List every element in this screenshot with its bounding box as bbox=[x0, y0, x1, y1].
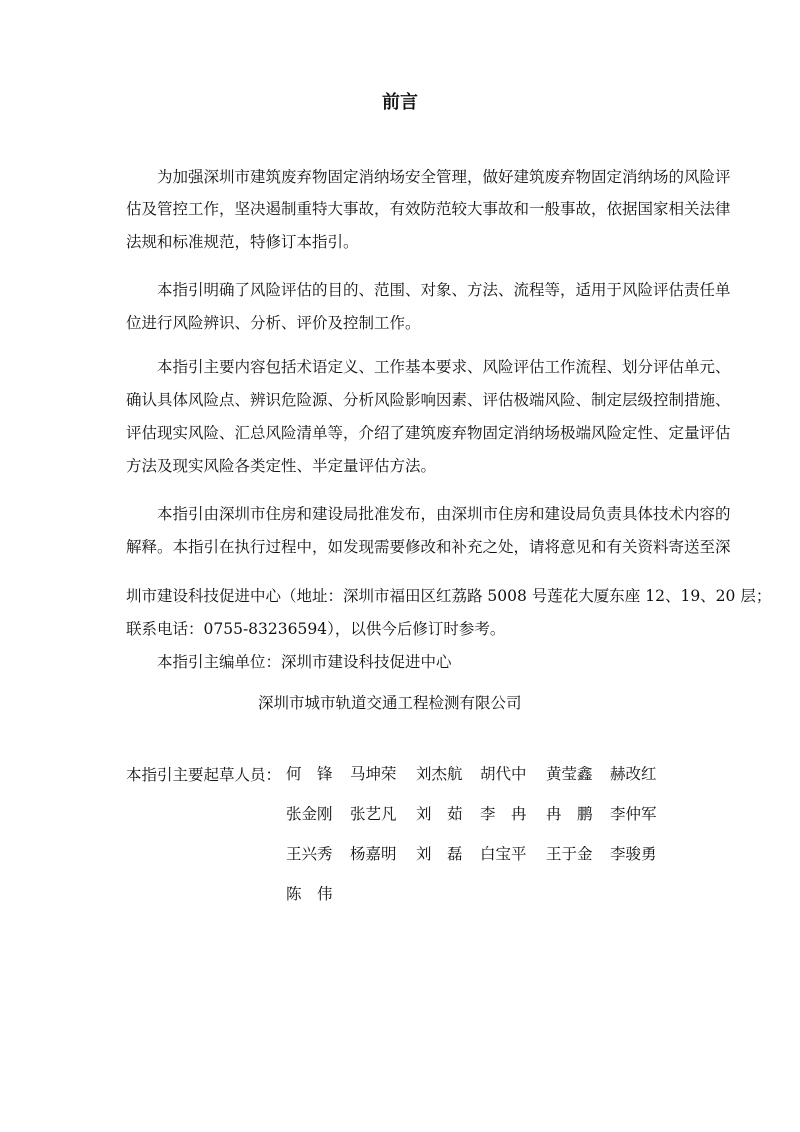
drafter-name: 刘 磊 bbox=[416, 845, 463, 863]
paragraph-line: 本指引由深圳市住房和建设局批准发布，由深圳市住房和建设局负责具体技术内容的 bbox=[126, 505, 731, 523]
drafter-name: 黄莹鑫 bbox=[546, 765, 593, 783]
drafter-name: 陈 伟 bbox=[286, 885, 333, 903]
paragraph-line: 确认具体风险点、辨识危险源、分析风险影响因素、评估极端风险、制定层级控制措施、 bbox=[126, 391, 731, 409]
paragraph-line: 解释。本指引在执行过程中，如发现需要修改和补充之处，请将意见和有关资料寄送至深 bbox=[126, 538, 731, 556]
paragraph-line: 估及管控工作，坚决遏制重特大事故，有效防范较大事故和一般事故，依据国家相关法律 bbox=[126, 200, 731, 218]
editor-unit-primary: 本指引主编单位：深圳市建设科技促进中心 bbox=[126, 653, 452, 671]
drafter-name: 刘杰航 bbox=[416, 765, 463, 783]
editor-unit-secondary: 深圳市城市轨道交通工程检测有限公司 bbox=[258, 694, 522, 712]
drafter-name: 张金刚 bbox=[286, 805, 333, 823]
paragraph-line: 本指引明确了风险评估的目的、范围、对象、方法、流程等，适用于风险评估责任单 bbox=[126, 281, 731, 299]
drafter-name: 张艺凡 bbox=[350, 805, 397, 823]
paragraph-line: 法规和标准规范，特修订本指引。 bbox=[126, 233, 359, 251]
drafter-name: 李仲军 bbox=[610, 805, 657, 823]
drafter-name: 冉 鹏 bbox=[546, 805, 593, 823]
paragraph-line: 评估现实风险、汇总风险清单等，介绍了建筑废弃物固定消纳场极端风险定性、定量评估 bbox=[126, 424, 731, 442]
drafters-list bbox=[286, 763, 674, 905]
drafters-label: 本指引主要起草人员： bbox=[126, 766, 282, 784]
paragraph-line: 方法及现实风险各类定性、半定量评估方法。 bbox=[126, 457, 437, 475]
drafter-name: 胡代中 bbox=[480, 765, 527, 783]
paragraph-line: 本指引主要内容包括术语定义、工作基本要求、风险评估工作流程、划分评估单元、 bbox=[126, 358, 731, 376]
drafter-name: 白宝平 bbox=[480, 845, 527, 863]
paragraph-line: 位进行风险辨识、分析、评价及控制工作。 bbox=[126, 314, 421, 332]
drafter-name: 马坤荣 bbox=[350, 765, 397, 783]
paragraph-line: 圳市建设科技促进中心（地址：深圳市福田区红荔路 5008 号莲花大厦东座 12、19、20 层； bbox=[126, 587, 772, 605]
paragraph-line: 为加强深圳市建筑废弃物固定消纳场安全管理，做好建筑废弃物固定消纳场的风险评 bbox=[126, 168, 731, 186]
drafter-name: 赫改红 bbox=[610, 765, 657, 783]
drafter-name: 刘 茹 bbox=[416, 805, 463, 823]
drafter-name: 王兴秀 bbox=[286, 845, 333, 863]
paragraph-line: 联系电话：0755-83236594），以供今后修订时参考。 bbox=[126, 620, 506, 638]
drafter-name: 王于金 bbox=[546, 845, 593, 863]
page-title: 前言 bbox=[382, 92, 418, 113]
drafter-name: 李 冉 bbox=[480, 805, 527, 823]
drafter-name: 杨嘉明 bbox=[350, 845, 397, 863]
drafter-name: 李骏勇 bbox=[610, 845, 657, 863]
drafter-name: 何 锋 bbox=[286, 765, 333, 783]
